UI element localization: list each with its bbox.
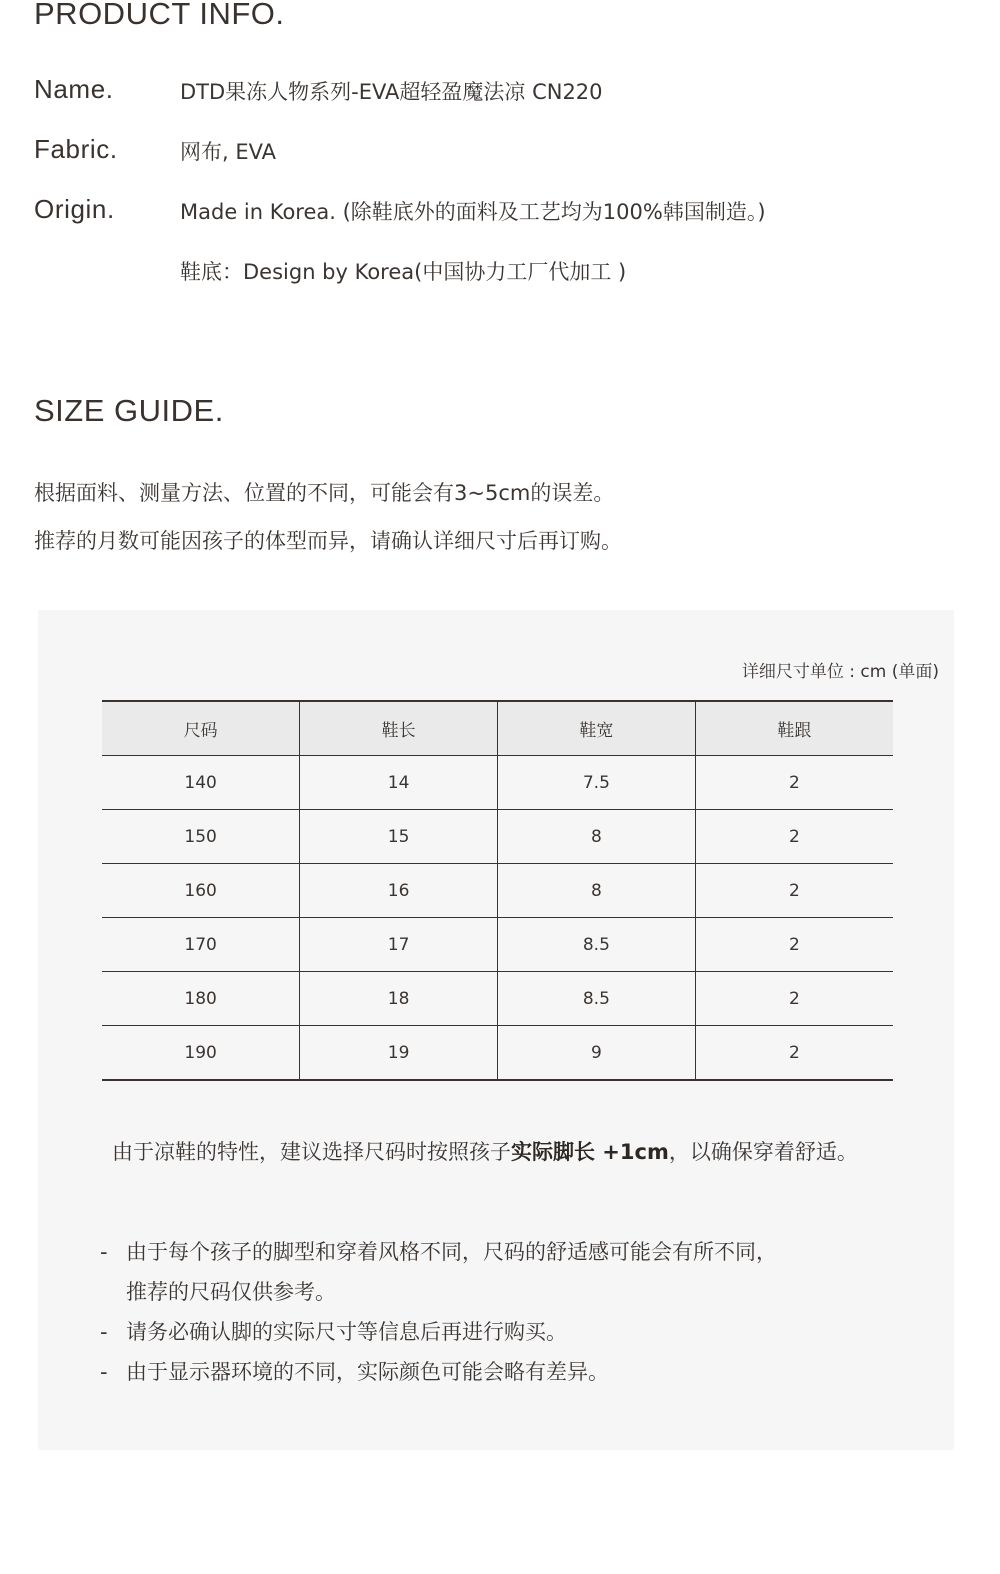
dash-bullet: -	[100, 1360, 108, 1384]
cell-width: 8.5	[498, 972, 696, 1026]
cell-heel: 2	[695, 864, 893, 918]
table-row	[102, 864, 893, 918]
origin-label: Origin.	[34, 194, 115, 224]
product-info-heading: PRODUCT INFO.	[34, 0, 285, 31]
dash-bullet: -	[100, 1320, 108, 1344]
cell-size: 150	[102, 810, 300, 864]
size-table	[102, 700, 893, 1081]
sizing-tip-before: 由于凉鞋的特性，建议选择尺码时按照孩子	[112, 1140, 511, 1164]
fabric-value: 网布, EVA	[180, 140, 277, 164]
cell-width: 9	[498, 1026, 696, 1081]
disclaimer-list	[100, 1232, 777, 1392]
size-guide-heading: SIZE GUIDE.	[34, 393, 224, 428]
list-item-text: 由于显示器环境的不同，实际颜色可能会略有差异。	[126, 1360, 609, 1384]
table-header-row	[102, 701, 893, 756]
dash-bullet: -	[100, 1240, 108, 1264]
size-note-tolerance: 根据面料、测量方法、位置的不同，可能会有3~5cm的误差。	[34, 481, 615, 505]
header-size: 尺码	[102, 701, 300, 756]
table-row	[102, 756, 893, 810]
cell-size: 190	[102, 1026, 300, 1081]
cell-heel: 2	[695, 756, 893, 810]
table-row	[102, 972, 893, 1026]
cell-width: 8	[498, 864, 696, 918]
cell-width: 8	[498, 810, 696, 864]
cell-width: 7.5	[498, 756, 696, 810]
list-item	[100, 1312, 777, 1352]
size-note-recommendation: 推荐的月数可能因孩子的体型而异，请确认详细尺寸后再订购。	[34, 529, 622, 553]
cell-length: 19	[300, 1026, 498, 1081]
cell-length: 15	[300, 810, 498, 864]
cell-length: 17	[300, 918, 498, 972]
cell-length: 14	[300, 756, 498, 810]
fabric-label: Fabric.	[34, 134, 118, 164]
cell-heel: 2	[695, 1026, 893, 1081]
cell-size: 180	[102, 972, 300, 1026]
cell-width: 8.5	[498, 918, 696, 972]
sizing-tip-after: ，以确保穿着舒适。	[668, 1140, 858, 1164]
table-row	[102, 918, 893, 972]
cell-length: 18	[300, 972, 498, 1026]
sizing-tip-emphasis: 实际脚长 +1cm	[511, 1140, 669, 1164]
list-item-continuation: 推荐的尺码仅供参考。	[126, 1280, 336, 1304]
unit-note: 详细尺寸单位 : cm (单面)	[741, 662, 939, 682]
cell-size: 170	[102, 918, 300, 972]
table-row	[102, 810, 893, 864]
name-value: DTD果冻人物系列-EVA超轻盈魔法凉 CN220	[180, 80, 603, 104]
origin-sole-value: 鞋底：Design by Korea(中国协力工厂代加工 )	[180, 260, 627, 284]
list-item	[100, 1352, 777, 1392]
sizing-tip	[112, 1136, 858, 1166]
list-item	[100, 1232, 777, 1272]
cell-heel: 2	[695, 972, 893, 1026]
table-row	[102, 1026, 893, 1081]
header-heel: 鞋跟	[695, 701, 893, 756]
cell-size: 140	[102, 756, 300, 810]
cell-size: 160	[102, 864, 300, 918]
list-item-text: 由于每个孩子的脚型和穿着风格不同，尺码的舒适感可能会有所不同，	[126, 1240, 777, 1264]
origin-value: Made in Korea. (除鞋底外的面料及工艺均为100%韩国制造。)	[180, 200, 766, 224]
header-shoe-length: 鞋长	[300, 701, 498, 756]
cell-length: 16	[300, 864, 498, 918]
header-shoe-width: 鞋宽	[498, 701, 696, 756]
name-label: Name.	[34, 74, 114, 104]
cell-heel: 2	[695, 810, 893, 864]
list-item-text: 请务必确认脚的实际尺寸等信息后再进行购买。	[126, 1320, 567, 1344]
cell-heel: 2	[695, 918, 893, 972]
